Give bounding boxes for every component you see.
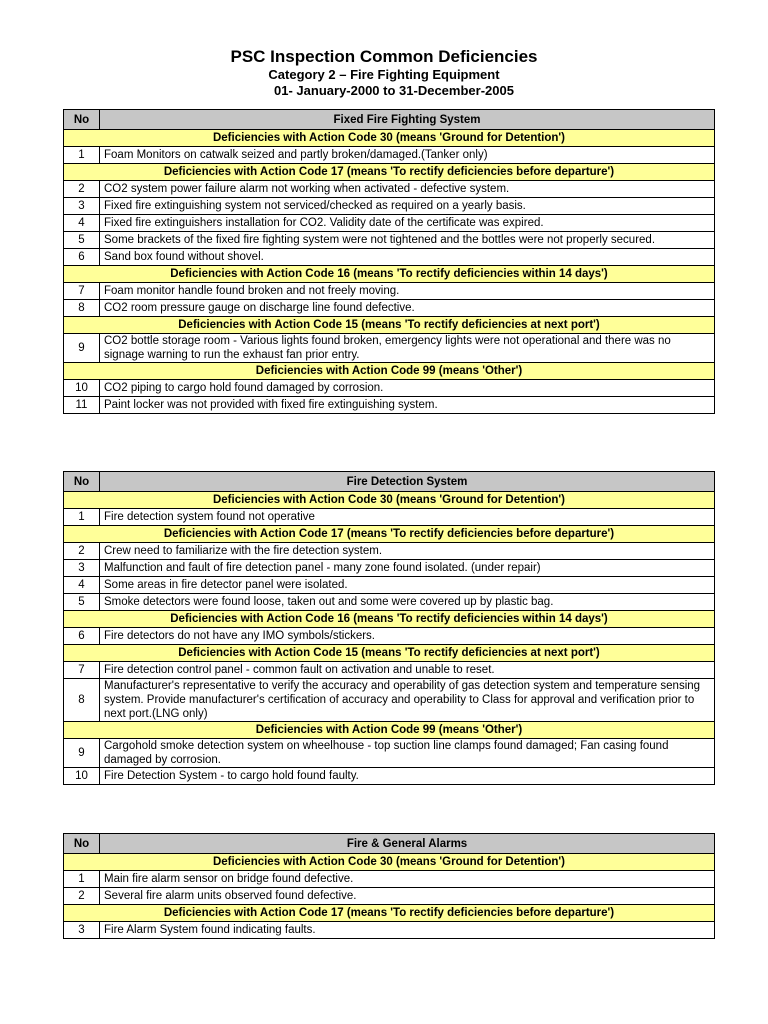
action-code-label: Deficiencies with Action Code 30 (means 'Ground for Detention') bbox=[64, 130, 715, 147]
action-code-label: Deficiencies with Action Code 17 (means 'To rectify deficiencies before departure') bbox=[64, 526, 715, 543]
deficiency-row bbox=[64, 871, 715, 888]
category-subtitle: Category 2 – Fire Fighting Equipment bbox=[268, 67, 500, 82]
deficiency-row bbox=[64, 543, 715, 560]
deficiency-text: Cargohold smoke detection system on wheelhouse - top suction line clamps found damaged; Fan casing found damaged by corrosion. bbox=[100, 739, 715, 768]
deficiency-number: 7 bbox=[64, 283, 100, 300]
deficiency-text: Malfunction and fault of fire detection panel - many zone found isolated. (under repair) bbox=[100, 560, 715, 577]
deficiency-text: Foam monitor handle found broken and not freely moving. bbox=[100, 283, 715, 300]
section-title: Fixed Fire Fighting System bbox=[100, 110, 715, 130]
deficiency-text: Fire detection system found not operative bbox=[100, 509, 715, 526]
deficiency-text: CO2 room pressure gauge on discharge line found defective. bbox=[100, 300, 715, 317]
action-code-row bbox=[64, 363, 715, 380]
deficiency-number: 1 bbox=[64, 509, 100, 526]
deficiency-row bbox=[64, 181, 715, 198]
deficiency-row bbox=[64, 334, 715, 363]
deficiency-number: 10 bbox=[64, 768, 100, 785]
deficiency-row bbox=[64, 300, 715, 317]
table-header-row bbox=[64, 110, 715, 130]
deficiency-number: 3 bbox=[64, 198, 100, 215]
deficiency-text: Fixed fire extinguishing system not serviced/checked as required on a yearly basis. bbox=[100, 198, 715, 215]
deficiency-row bbox=[64, 397, 715, 414]
deficiency-text: Manufacturer's representative to verify the accuracy and operability of gas detection system and temperature sensing system. Provide manufacturer's certification of accuracy and operability to Class for approval and verification prior to next port.(LNG only) bbox=[100, 679, 715, 722]
action-code-label: Deficiencies with Action Code 17 (means 'To rectify deficiencies before departure') bbox=[64, 164, 715, 181]
deficiency-number: 1 bbox=[64, 147, 100, 164]
deficiency-text: Sand box found without shovel. bbox=[100, 249, 715, 266]
deficiency-row bbox=[64, 628, 715, 645]
fixed-fire-fighting-table bbox=[63, 109, 715, 414]
deficiency-text: Some brackets of the fixed fire fighting system were not tightened and the bottles were not properly secured. bbox=[100, 232, 715, 249]
deficiency-row bbox=[64, 577, 715, 594]
deficiency-number: 5 bbox=[64, 232, 100, 249]
action-code-row bbox=[64, 611, 715, 628]
action-code-label: Deficiencies with Action Code 16 (means 'To rectify deficiencies within 14 days') bbox=[64, 611, 715, 628]
action-code-label: Deficiencies with Action Code 16 (means 'To rectify deficiencies within 14 days') bbox=[64, 266, 715, 283]
deficiency-text: Smoke detectors were found loose, taken out and some were covered up by plastic bag. bbox=[100, 594, 715, 611]
deficiency-number: 11 bbox=[64, 397, 100, 414]
deficiency-row bbox=[64, 739, 715, 768]
section-title: Fire Detection System bbox=[100, 472, 715, 492]
table-header-row bbox=[64, 472, 715, 492]
deficiency-number: 3 bbox=[64, 560, 100, 577]
deficiency-text: Fixed fire extinguishers installation for CO2. Validity date of the certificate was expired. bbox=[100, 215, 715, 232]
no-column-header: No bbox=[64, 834, 100, 854]
no-column-header: No bbox=[64, 472, 100, 492]
deficiency-number: 5 bbox=[64, 594, 100, 611]
deficiency-row bbox=[64, 215, 715, 232]
deficiency-number: 2 bbox=[64, 181, 100, 198]
fire-detection-table bbox=[63, 471, 715, 785]
deficiency-number: 2 bbox=[64, 888, 100, 905]
deficiency-number: 6 bbox=[64, 249, 100, 266]
deficiency-number: 10 bbox=[64, 380, 100, 397]
action-code-row bbox=[64, 905, 715, 922]
deficiency-text: Fire detection control panel - common fault on activation and unable to reset. bbox=[100, 662, 715, 679]
no-column-header: No bbox=[64, 110, 100, 130]
deficiency-number: 1 bbox=[64, 871, 100, 888]
period-subtitle: 01- January-2000 to 31-December-2005 bbox=[274, 83, 514, 98]
action-code-label: Deficiencies with Action Code 30 (means 'Ground for Detention') bbox=[64, 854, 715, 871]
deficiency-row bbox=[64, 594, 715, 611]
action-code-row bbox=[64, 317, 715, 334]
deficiency-number: 4 bbox=[64, 215, 100, 232]
deficiency-row bbox=[64, 560, 715, 577]
deficiency-number: 6 bbox=[64, 628, 100, 645]
deficiency-text: CO2 piping to cargo hold found damaged by corrosion. bbox=[100, 380, 715, 397]
deficiency-text: Main fire alarm sensor on bridge found defective. bbox=[100, 871, 715, 888]
action-code-label: Deficiencies with Action Code 99 (means 'Other') bbox=[64, 363, 715, 380]
section-title: Fire & General Alarms bbox=[100, 834, 715, 854]
deficiency-number: 8 bbox=[64, 679, 100, 722]
action-code-label: Deficiencies with Action Code 15 (means 'To rectify deficiencies at next port') bbox=[64, 317, 715, 334]
deficiency-row bbox=[64, 198, 715, 215]
page-title: PSC Inspection Common Deficiencies bbox=[230, 47, 538, 66]
deficiency-number: 2 bbox=[64, 543, 100, 560]
action-code-label: Deficiencies with Action Code 15 (means 'To rectify deficiencies at next port') bbox=[64, 645, 715, 662]
deficiency-number: 8 bbox=[64, 300, 100, 317]
action-code-row bbox=[64, 130, 715, 147]
action-code-row bbox=[64, 645, 715, 662]
deficiency-row bbox=[64, 888, 715, 905]
action-code-label: Deficiencies with Action Code 99 (means 'Other') bbox=[64, 722, 715, 739]
deficiency-row bbox=[64, 380, 715, 397]
deficiency-text: Paint locker was not provided with fixed fire extinguishing system. bbox=[100, 397, 715, 414]
deficiency-row bbox=[64, 768, 715, 785]
deficiency-text: CO2 bottle storage room - Various lights found broken, emergency lights were not operational and there was no signage warning to run the exhaust fan prior entry. bbox=[100, 334, 715, 363]
deficiency-row bbox=[64, 922, 715, 939]
action-code-row bbox=[64, 164, 715, 181]
action-code-row bbox=[64, 526, 715, 543]
deficiency-number: 9 bbox=[64, 334, 100, 363]
deficiency-row bbox=[64, 509, 715, 526]
deficiency-text: Fire detectors do not have any IMO symbols/stickers. bbox=[100, 628, 715, 645]
deficiency-number: 3 bbox=[64, 922, 100, 939]
deficiency-number: 7 bbox=[64, 662, 100, 679]
action-code-row bbox=[64, 266, 715, 283]
deficiency-text: Crew need to familiarize with the fire detection system. bbox=[100, 543, 715, 560]
deficiency-number: 4 bbox=[64, 577, 100, 594]
deficiency-text: Fire Alarm System found indicating faults. bbox=[100, 922, 715, 939]
table-header-row bbox=[64, 834, 715, 854]
deficiency-text: Some areas in fire detector panel were isolated. bbox=[100, 577, 715, 594]
action-code-row bbox=[64, 722, 715, 739]
action-code-row bbox=[64, 854, 715, 871]
action-code-label: Deficiencies with Action Code 17 (means 'To rectify deficiencies before departure') bbox=[64, 905, 715, 922]
deficiency-number: 9 bbox=[64, 739, 100, 768]
action-code-label: Deficiencies with Action Code 30 (means 'Ground for Detention') bbox=[64, 492, 715, 509]
deficiency-text: Foam Monitors on catwalk seized and partly broken/damaged.(Tanker only) bbox=[100, 147, 715, 164]
deficiency-row bbox=[64, 232, 715, 249]
deficiency-text: Fire Detection System - to cargo hold found faulty. bbox=[100, 768, 715, 785]
fire-general-alarms-table bbox=[63, 833, 715, 939]
action-code-row bbox=[64, 492, 715, 509]
deficiency-row bbox=[64, 249, 715, 266]
deficiency-row bbox=[64, 283, 715, 300]
deficiency-row bbox=[64, 679, 715, 722]
deficiency-row bbox=[64, 147, 715, 164]
deficiency-text: Several fire alarm units observed found defective. bbox=[100, 888, 715, 905]
deficiency-row bbox=[64, 662, 715, 679]
deficiency-text: CO2 system power failure alarm not working when activated - defective system. bbox=[100, 181, 715, 198]
